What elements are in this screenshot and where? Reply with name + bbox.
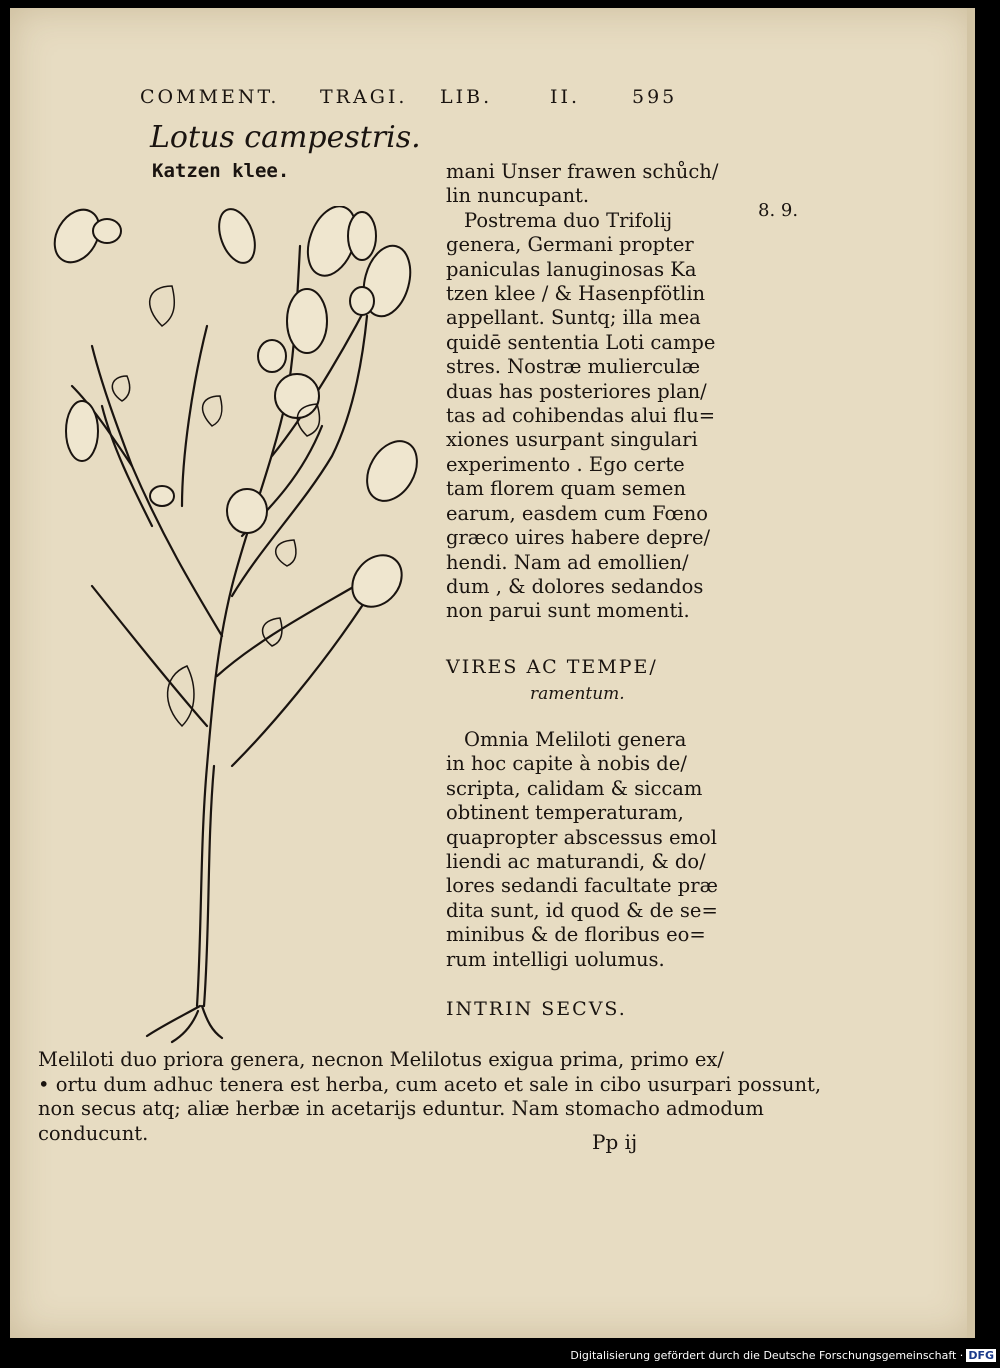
plant-latin-name: Lotus campestris. [150,120,421,155]
column-line: xiones usurpant singulari [446,428,698,452]
column-line: duas has posteriores plan/ [446,379,707,403]
column-line: quidē sententia Loti campe [446,330,716,354]
column-line: minibus & de floribus eo= [446,923,706,947]
page-number: 595 [632,86,678,108]
plant-woodcut-illustration [32,206,432,1046]
column-line: stres. Nostræ mulierculæ [446,355,701,379]
column-line: rum intelligi uolumus. [446,947,665,971]
column-line: tas ad cohibendas alui flu= [446,404,716,428]
column-line: scripta, calidam & siccam [446,776,703,800]
column-line: non parui sunt momenti. [446,599,690,623]
running-head-book: II. [550,86,581,108]
paragraph-line: Meliloti duo priora genera, necnon Melilotus exigua prima, primo ex/ [38,1048,725,1071]
paragraph-line: conducunt. [38,1121,149,1145]
column-line: quapropter abscessus emol [446,825,717,849]
column-line: Postrema duo Trifolij [464,208,673,232]
column-line: hendi. Nam ad emollien/ [446,550,689,574]
column-line: Omnia Meliloti genera [464,728,687,751]
section-heading-vires: VIRES AC TEMPE/ [446,656,658,678]
column-line: lin nuncupant. [446,184,590,208]
paragraph-line: • ortu dum adhuc tenera est herba, cum aceto et sale in cibo usurpari possunt, [38,1072,822,1096]
plant-german-name: Katzen klee. [152,160,290,182]
section-heading-intrinsecus: INTRIN SECVS. [446,998,627,1020]
column-line: lores sedandi facultate præ [446,874,718,898]
section-vires-text [446,728,718,972]
book-page [10,8,975,1338]
page-edge [967,8,975,1338]
column-line: tam florem quam semen [446,477,686,501]
section-subheading: ramentum. [530,684,625,704]
column-line: dum , & dolores sedandos [446,574,704,598]
column-line: experimento . Ego certe [446,452,685,476]
column-line: mani Unser frawen schůch/ [446,160,719,183]
running-head-left: COMMENT. [140,86,280,108]
column-line: obtinent temperaturam, [446,801,684,825]
running-head-center: TRAGI. [320,86,408,108]
column-line: liendi ac maturandi, & do/ [446,850,706,874]
column-line: paniculas lanuginosas Ka [446,257,697,281]
digitization-footer [570,1349,996,1362]
column-line: earum, easdem cum Fœno [446,501,709,525]
dfg-logo: DFG [968,1349,994,1362]
column-line: dita sunt, id quod & de se= [446,898,718,922]
running-head-lib: LIB. [440,86,493,108]
column-line: genera, Germani propter [446,233,694,257]
paragraph-line: non secus atq; aliæ herbæ in acetarijs eduntur. Nam stomacho admodum [38,1097,764,1120]
column-line: tzen klee / & Hasenpfötlin [446,282,706,306]
footer-text: Digitalisierung gefördert durch die Deutsche Forschungsgemeinschaft · [570,1349,964,1362]
column-line: appellant. Suntq; illa mea [446,306,701,330]
text-column [446,160,719,624]
column-line: græco uires habere depre/ [446,526,711,550]
column-line: in hoc capite à nobis de/ [446,752,687,776]
margin-note: 8. 9. [758,200,799,221]
signature-mark: Pp ij [592,1130,638,1154]
